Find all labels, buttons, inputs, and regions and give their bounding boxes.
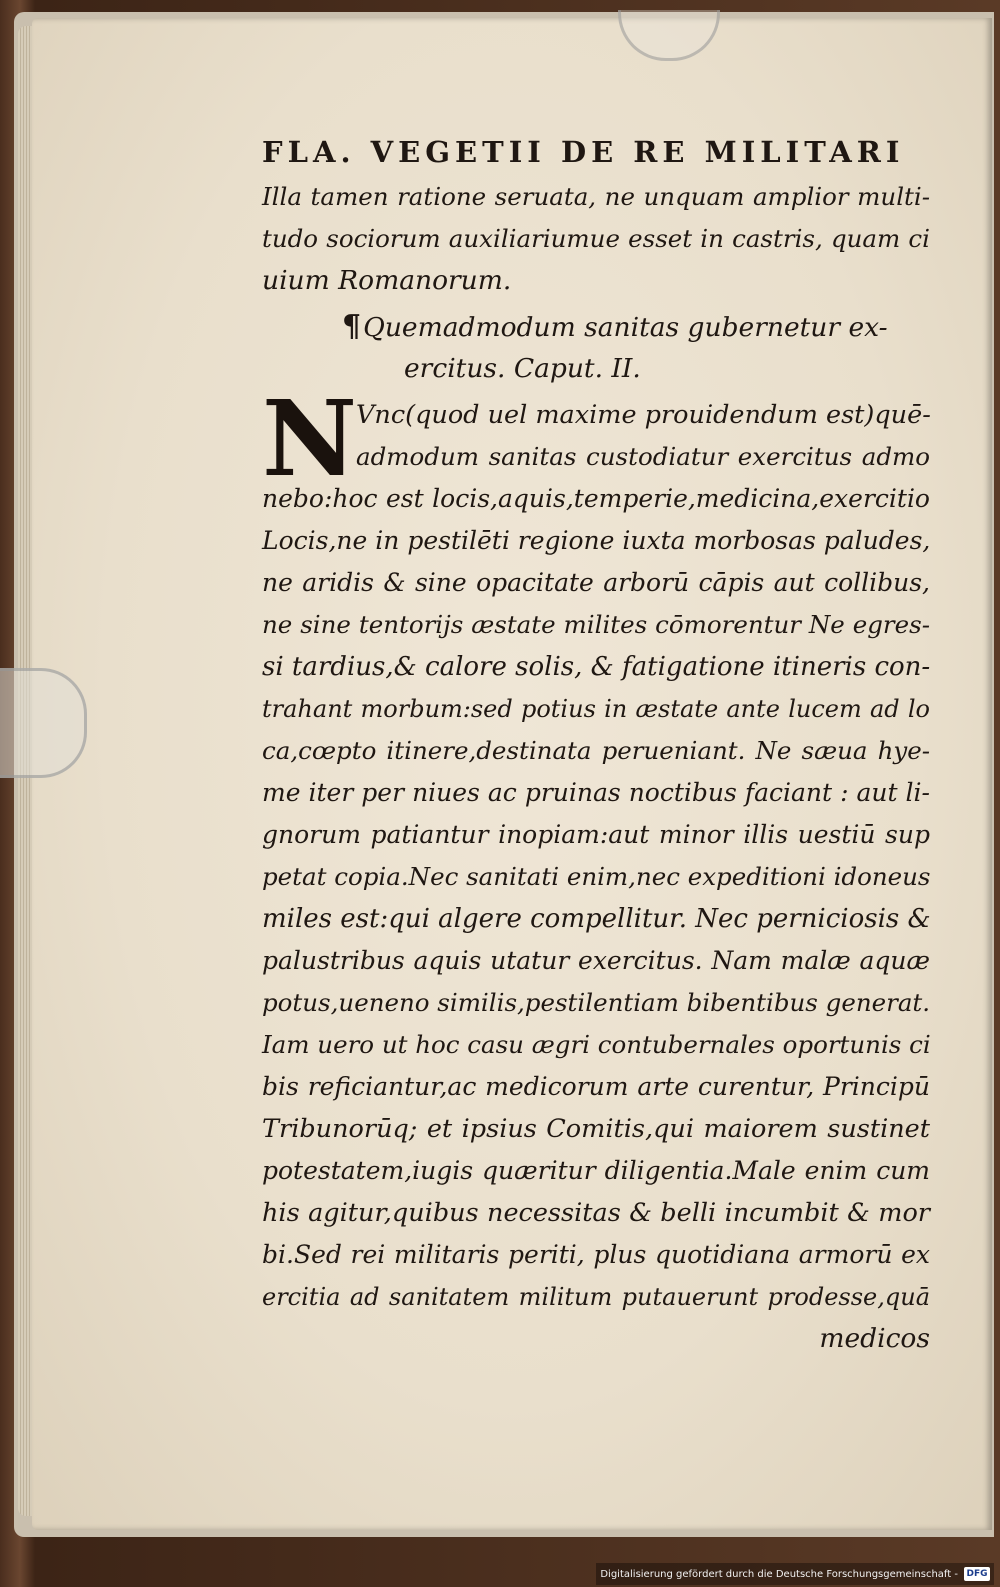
running-header: FLA. VEGETII DE RE MILITARI — [262, 135, 905, 169]
dfg-logo-icon: DFG — [964, 1567, 990, 1581]
chapter-heading-line: ercitus. Caput. II. — [404, 353, 641, 384]
text-line: palustribus aquis utatur exercitus. Nam malæ aquæ — [262, 946, 930, 975]
chapter-paragraph — [262, 377, 931, 1360]
text-line: admodum sanitas custodiatur exercitus admo — [356, 442, 930, 471]
text-line: Iam uero ut hoc casu ægri contubernales oportunis ci — [262, 1030, 931, 1059]
text-line: Tribunorūq; et ipsius Comitis,qui maiorem sustinet — [262, 1114, 930, 1144]
digitization-footer — [596, 1563, 994, 1585]
text-line: bi.Sed rei militaris periti, plus quotidiana armorū ex — [262, 1240, 930, 1269]
text-line: ercitia ad sanitatem militum putauerunt prodesse,quā — [262, 1283, 930, 1311]
text-line: ne sine tentorijs æstate milites cōmorentur Ne egres- — [262, 610, 930, 639]
pilcrow-icon: ¶ — [342, 309, 362, 344]
text-line: tudo sociorum auxiliariumue esset in castris, quam ci — [262, 224, 930, 253]
text-line: Vnc(quod uel maxime prouidendum est)quē- — [356, 400, 931, 430]
text-line: Locis,ne in pestilēti regione iuxta morbosas paludes, — [262, 526, 931, 555]
text-line: gnorum patiantur inopiam:aut minor illis uestiū sup — [262, 820, 930, 849]
chapter-heading — [262, 306, 930, 348]
text-line: miles est:qui algere compellitur. Nec perniciosis & — [262, 904, 931, 934]
text-line: ne aridis & sine opacitate arborū cāpis aut collibus, — [262, 568, 930, 597]
text-line: potus,ueneno similis,pestilentiam bibentibus generat. — [262, 988, 931, 1017]
text-line: nebo:hoc est locis,aquis,temperie,medicina,exercitio — [262, 484, 930, 513]
text-line: si tardius,& calore solis, & fatigatione itineris con- — [262, 652, 931, 682]
text-line: bis reficiantur,ac medicorum arte curentur, Principū — [262, 1072, 930, 1101]
text-line: ca,cœpto itinere,destinata perueniant. Ne sæua hye- — [262, 736, 930, 765]
drop-capital: N — [262, 377, 358, 500]
page-clip-side — [0, 668, 87, 778]
text-line: uium Romanorum. — [262, 265, 512, 296]
catchword: medicos — [819, 1323, 930, 1354]
page-text — [262, 128, 930, 1360]
text-line: me iter per niues ac pruinas noctibus faciant : aut li- — [262, 778, 930, 807]
text-line: petat copia.Nec sanitati enim,nec expeditioni idoneus — [262, 862, 931, 891]
text-line: his agitur,quibus necessitas & belli incumbit & mor — [262, 1198, 930, 1228]
chapter-heading-line: Quemadmodum sanitas gubernetur ex- — [363, 312, 888, 343]
text-line: trahant morbum:sed potius in æstate ante lucem ad lo — [262, 695, 930, 723]
text-line: potestatem,iugis quæritur diligentia.Male enim cum — [262, 1156, 930, 1185]
footer-text: Digitalisierung gefördert durch die Deutsche Forschungsgemeinschaft - — [600, 1568, 958, 1580]
text-line: Illa tamen ratione seruata, ne unquam amplior multi- — [262, 182, 930, 211]
